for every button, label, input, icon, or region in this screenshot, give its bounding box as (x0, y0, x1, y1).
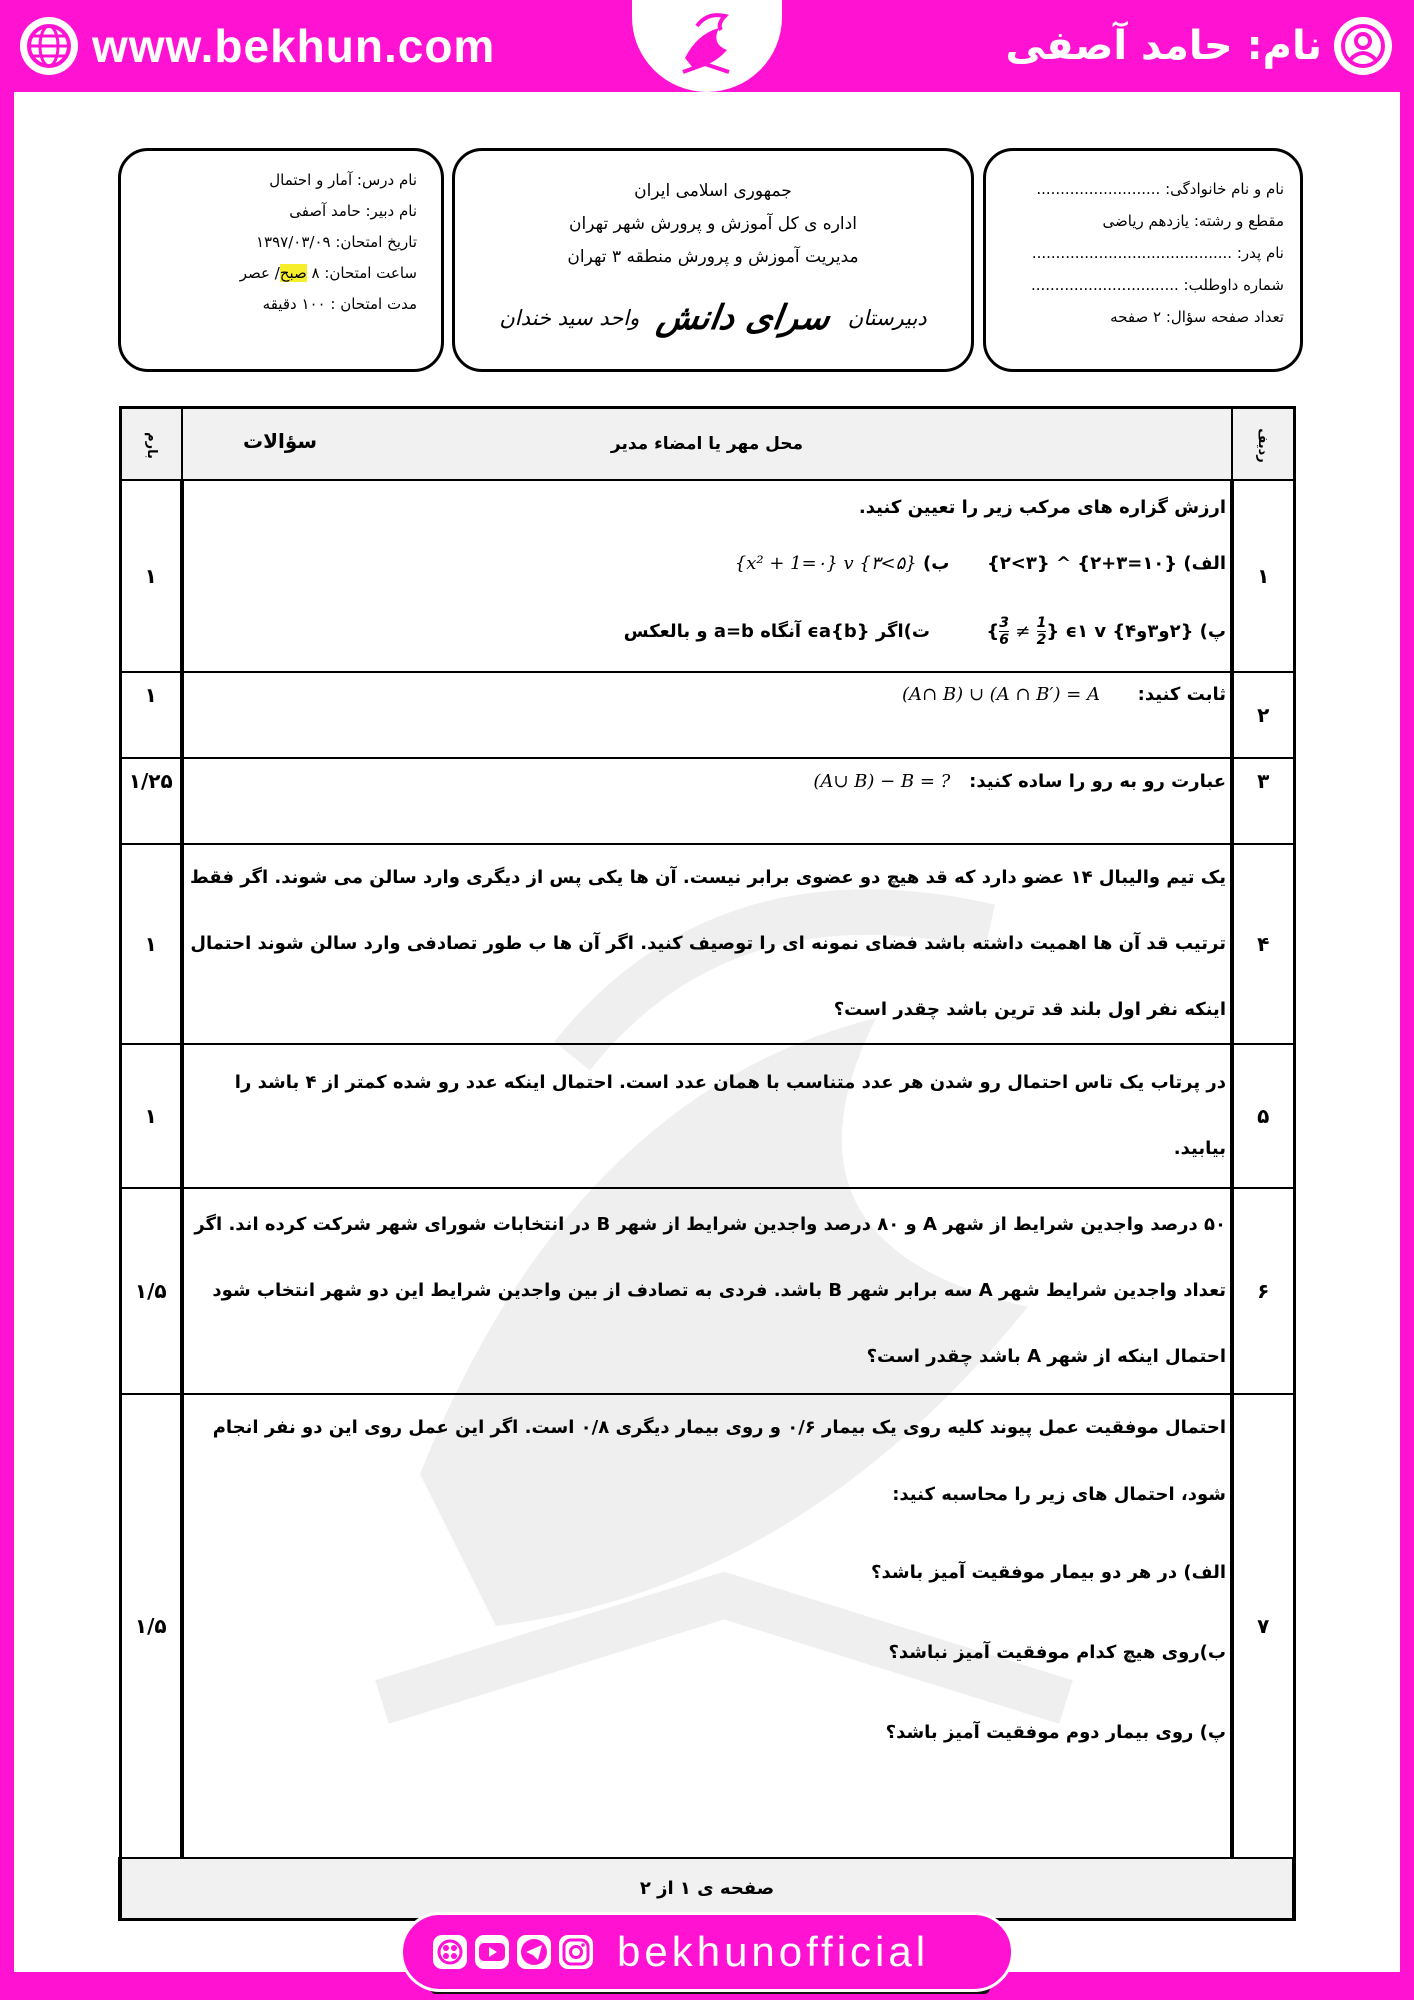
question-line: شود، احتمال های زیر را محاسبه کنید: (892, 1483, 1226, 1505)
youtube-icon[interactable] (475, 1935, 509, 1969)
question-line: ب)روی هیچ کدام موفقیت آمیز نباشد؟ (888, 1641, 1226, 1663)
questions-table (118, 406, 1296, 1921)
part-label: ب) (923, 552, 950, 574)
school-prefix: دبیرستان (847, 306, 927, 330)
exam-date-line: تاریخ امتحان: ۱۳۹۷/۰۳/۰۹ (256, 233, 417, 251)
user-icon (1334, 17, 1392, 75)
question-1 (182, 480, 1232, 672)
time-highlight: صبح (279, 264, 307, 282)
header-questions-title: سؤالات (243, 429, 318, 453)
exam-time-line (133, 258, 417, 289)
not-equal-sign: ≠ (1015, 620, 1031, 642)
author-label (1005, 14, 1392, 78)
question-score: ۱ (120, 480, 182, 672)
question-number: ۷ (1232, 1394, 1294, 1858)
globe-icon (20, 17, 78, 75)
part-label: پ) (1199, 620, 1226, 642)
part-c-expression: {۲و۳و۴} ϵ۱ v { (1046, 620, 1194, 642)
social-handle: bekhunofficial (617, 1928, 930, 1975)
question-score: ۱ (120, 844, 182, 1044)
country-title: جمهوری اسلامی ایران (634, 181, 792, 201)
student-info-box (983, 148, 1303, 372)
telegram-icon[interactable] (517, 1935, 551, 1969)
question-4 (182, 844, 1232, 1044)
question-1-part-cd (190, 597, 1226, 667)
question-line: بیابید. (1173, 1137, 1226, 1159)
table-footer-row (120, 1858, 1294, 1920)
header-questions (182, 408, 1232, 480)
header-stamp-label: محل مهر یا امضاء مدیر (610, 433, 804, 454)
question-line: اینکه نفر اول بلند قد ترین باشد چقدر است؟ (833, 998, 1226, 1020)
question-3 (182, 758, 1232, 844)
question-line: پ) روی بیمار دوم موفقیت آمیز باشد؟ (885, 1721, 1226, 1743)
question-score: ۱ (120, 672, 182, 758)
header-score: بارم (120, 408, 182, 480)
table-row (120, 758, 1294, 844)
subject-line: نام درس: آمار و احتمال (269, 171, 417, 189)
school-branch: واحد سید خندان (499, 306, 640, 330)
course-info-box (118, 148, 444, 372)
question-expression: (A∪ B) − B = ? (813, 770, 951, 792)
fraction-three-sixths: $\frac{3}{6}$ (999, 615, 1009, 648)
table-row (120, 844, 1294, 1044)
table-row (120, 1188, 1294, 1394)
part-a-expression: {۱۰=۳+۲} ^ {۳>۲} (986, 552, 1178, 574)
question-number: ۵ (1232, 1044, 1294, 1188)
website-link[interactable] (20, 14, 495, 78)
education-office: اداره ی کل آموزش و پرورش شهر تهران (569, 214, 857, 234)
table-row (120, 672, 1294, 758)
father-name-line: نام پدر: .......................................... (1031, 244, 1284, 262)
question-line: احتمال موفقیت عمل پیوند کلیه روی یک بیمار ۰/۶ و روی بیمار دیگری ۰/۸ است. اگر این عمل روی این دو نفر انجام (212, 1416, 1226, 1438)
question-score: ۱/۲۵ (120, 758, 182, 844)
question-line: الف) در هر دو بیمار موفقیت آمیز باشد؟ (871, 1561, 1226, 1583)
part-label: الف) (1183, 552, 1226, 574)
teacher-line: نام دبیر: حامد آصفی (289, 202, 417, 220)
question-number: ۱ (1232, 480, 1294, 672)
question-number: ۴ (1232, 844, 1294, 1044)
question-score: ۱/۵ (120, 1394, 182, 1858)
question-line: احتمال اینکه از شهر A باشد چقدر است؟ (866, 1345, 1226, 1367)
fraction-one-half: $\frac{1}{2}$ (1036, 615, 1047, 648)
question-6 (182, 1188, 1232, 1394)
time-suffix: / عصر (239, 264, 280, 282)
question-text: ثابت کنید: (1137, 683, 1226, 705)
question-line: در پرتاب یک تاس احتمال رو شدن هر عدد متناسب با همان عدد است. احتمال اینکه عدد رو شده کمتر از ۴ باشد را (234, 1071, 1226, 1093)
page-count-line: تعداد صفحه سؤال: ۲ صفحه (1110, 308, 1284, 326)
grade-line: مقطع و رشته: یازدهم ریاضی (1102, 212, 1284, 230)
website-url: www.bekhun.com (92, 20, 496, 72)
time-prefix: ساعت امتحان: ۸ (306, 264, 417, 282)
exam-duration-line: مدت امتحان : ۱۰۰ دقیقه (262, 295, 417, 313)
page-number: صفحه ی ۱ از ۲ (120, 1858, 1294, 1920)
question-5 (182, 1044, 1232, 1188)
question-text: عبارت رو به رو را ساده کنید: (969, 770, 1226, 792)
part-b-expression: {x² + 1=۰} v {۳<۵} (734, 552, 917, 574)
question-2 (182, 672, 1232, 758)
part-d-text: ت)اگر {b}ϵa آنگاه a=b و بالعکس (623, 620, 930, 642)
bekhun-logo-icon (667, 6, 747, 86)
question-number: ۳ (1232, 758, 1294, 844)
header-row-number: ردیف (1232, 408, 1294, 480)
instagram-icon[interactable] (559, 1935, 593, 1969)
question-7 (182, 1394, 1232, 1858)
school-name: سرای دانش (654, 298, 833, 338)
question-intro: ارزش گزاره های مرکب زیر را تعیین کنید. (858, 496, 1226, 518)
question-line: ۵۰ درصد واجدین شرایط از شهر A و ۸۰ درصد واجدین شرایط از شهر B در انتخابات شورای شهر شرکت کرده اند. اگر (194, 1213, 1226, 1235)
question-score: ۱/۵ (120, 1188, 182, 1394)
question-expression: (A∩ B) ∪ (A ∩ B′) = A (902, 683, 1101, 705)
closing-brace: } (986, 620, 1000, 642)
institution-box (452, 148, 974, 372)
table-row (120, 480, 1294, 672)
question-line: تعداد واجدین شرایط شهر A سه برابر شهر B باشد. فردی به تصادف از بین واجدین شرایط این دو شهر انتخاب شود (212, 1279, 1226, 1301)
candidate-number-line: شماره داوطلب: ............................... (1030, 276, 1284, 294)
question-score: ۱ (120, 1044, 182, 1188)
question-1-part-ab (190, 531, 1226, 597)
school-signature (455, 288, 971, 348)
question-number: ۲ (1232, 672, 1294, 758)
aparat-icon[interactable] (433, 1935, 467, 1969)
question-line: یک تیم والیبال ۱۴ عضو دارد که قد هیچ دو عضوی برابر نیست. آن ها یکی پس از دیگری وارد سالن می شوند. اگر فقط (190, 866, 1226, 888)
table-row (120, 1394, 1294, 1858)
social-links-bar (400, 1912, 1014, 1992)
question-line: ترتیب قد آن ها اهمیت داشته باشد فضای نمونه ای را توصیف کنید. اگر آن ها ب طور تصادفی وارد سالن شوند احتمال (190, 932, 1226, 954)
student-name-line: نام و نام خانوادگی: .......................... (1036, 180, 1284, 198)
table-row (120, 1044, 1294, 1188)
table-header-row (120, 408, 1294, 480)
question-number: ۶ (1232, 1188, 1294, 1394)
author-name: نام: حامد آصفی (1005, 23, 1322, 69)
district-office: مدیریت آموزش و پرورش منطقه ۳ تهران (567, 247, 859, 267)
